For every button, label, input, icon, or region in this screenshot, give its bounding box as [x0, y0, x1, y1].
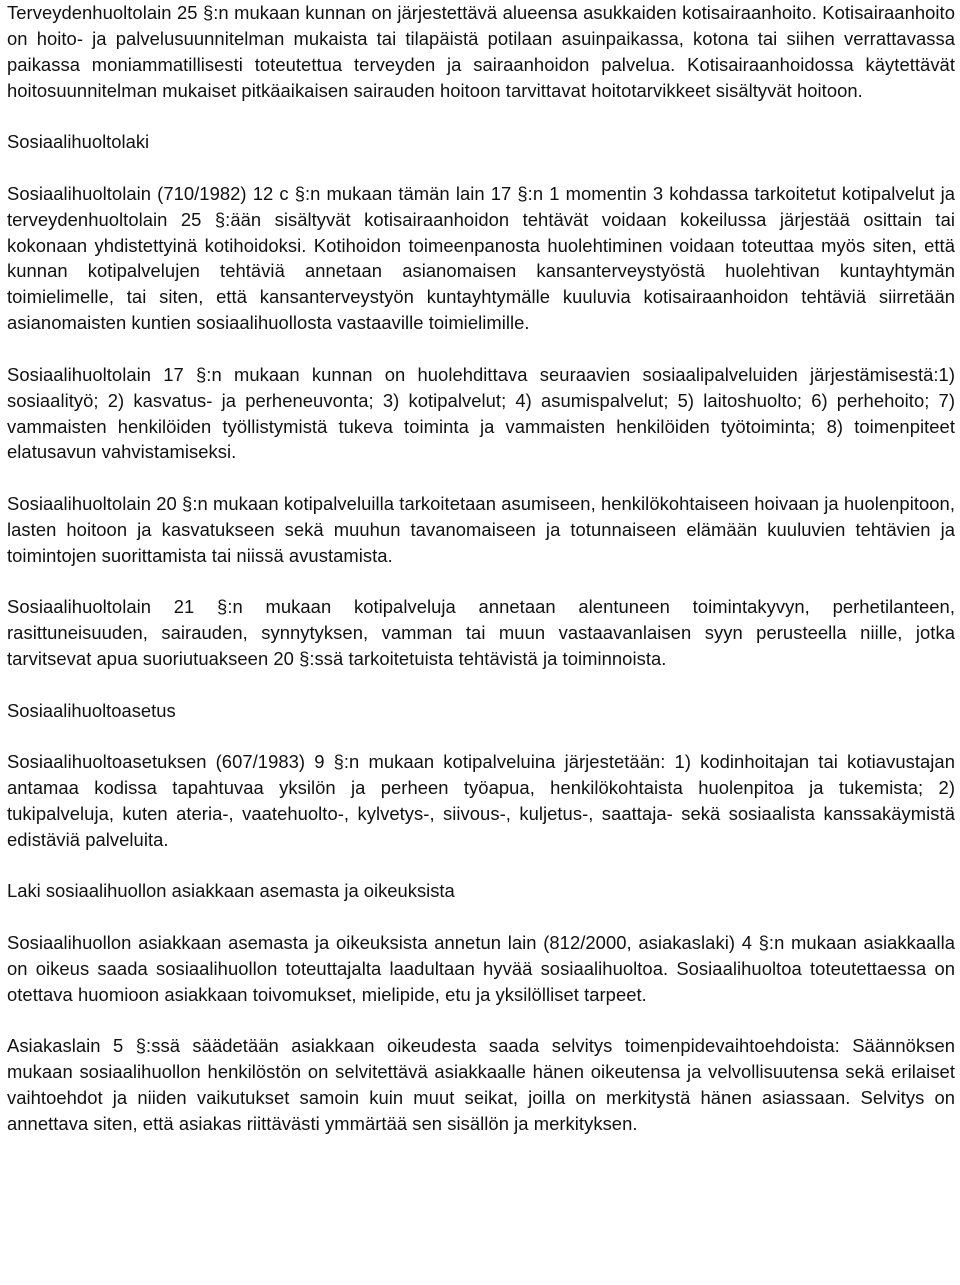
- paragraph-sosiaalihuoltolaki-12c: Sosiaalihuoltolain (710/1982) 12 c §:n mukaan tämän lain 17 §:n 1 momentin 3 kohdassa tarkoitetut kotipalvelut ja terveydenhuoltolain 25 §:ään sisältyvät kotisairaanhoidon tehtävät voidaan kokeilussa järjestää osittain tai kokonaan yhdistettyinä kotihoidoksi. Kotihoidon toimeenpanosta huolehtiminen voidaan toteuttaa myös siten, että kunnan kotipalvelujen tehtäviä annetaan asianomaisen kansanterveystyöstä huolehtivan kuntayhtymän toimielimelle, tai siten, että kansanterveystyön kuntayhtymälle kuuluvia kotisairaanhoidon tehtäviä siirretään asianomaisten kuntien sosiaalihuollosta vastaaville toimielimille.: [7, 182, 955, 334]
- heading-sosiaalihuoltolaki: Sosiaalihuoltolaki: [7, 131, 150, 153]
- paragraph-sosiaalihuoltolaki-21: Sosiaalihuoltolain 21 §:n mukaan kotipalveluja annetaan alentuneen toimintakyvyn, perhetilanteen, rasittuneisuuden, sairauden, synnytyksen, vamman tai muun vastaavanlaisen syyn perusteella niille, jotka tarvitsevat apua suoriutuakseen 20 §:ssä tarkoitetuista tehtävistä ja toiminnoista.: [7, 596, 955, 670]
- paragraph-asiakaslaki-4: Sosiaalihuollon asiakkaan asemasta ja oikeuksista annetun lain (812/2000, asiakaslaki) 4 §:n mukaan asiakkaalla on oikeus saada sosiaalihuollon toteuttajalta laadultaan hyvää sosiaalihuoltoa. Sosiaalihuoltoa toteutettaessa on otettava huomioon asiakkaan toivomukset, mielipide, etu ja yksilölliset tarpeet.: [7, 931, 955, 1005]
- heading-sosiaalihuoltoasetus: Sosiaalihuoltoasetus: [7, 699, 176, 721]
- paragraph-intro: Terveydenhuoltolain 25 §:n mukaan kunnan on järjestettävä alueensa asukkaiden kotisairaanhoito. Kotisairaanhoito on hoito- ja palvelusuunnitelman mukaista tai tilapäistä potilaan asuinpaikassa, kotona tai siihen verrattavassa paikassa moniammatillisesti toteutettua terveyden ja sairaanhoidon palvelua. Kotisairaanhoidossa käytettävät hoitosuunnitelman mukaiset pitkäaikaisen sairauden hoitoon tarvittavat hoitotarvikkeet sisältyvät hoitoon.: [7, 2, 955, 101]
- document-page: [7, 0, 955, 1137]
- paragraph-asiakaslaki-5: Asiakaslain 5 §:ssä säädetään asiakkaan oikeudesta saada selvitys toimenpidevaihtoehdoista: Säännöksen mukaan sosiaalihuollon henkilöstön on selvitettävä asiakkaalle hänen oikeutensa ja velvollisuutensa sekä erilaiset vaihtoehdot ja niiden vaikutukset samoin kuin muut seikat, joilla on merkitystä hänen asiassaan. Selvitys on annettava siten, että asiakas riittävästi ymmärtää sen sisällön ja merkityksen.: [7, 1035, 955, 1134]
- paragraph-sosiaalihuoltolaki-20: Sosiaalihuoltolain 20 §:n mukaan kotipalveluilla tarkoitetaan asumiseen, henkilökohtaiseen hoivaan ja huolenpitoon, lasten hoitoon ja kasvatukseen sekä muuhun tavanomaiseen ja totunnaiseen elämään kuuluvien tehtävien ja toimintojen suorittamista tai niissä avustamista.: [7, 492, 955, 566]
- paragraph-sosiaalihuoltolaki-17: Sosiaalihuoltolain 17 §:n mukaan kunnan on huolehdittava seuraavien sosiaalipalveluiden järjestämisestä:1) sosiaalityö; 2) kasvatus- ja perheneuvonta; 3) kotipalvelut; 4) asumispalvelut; 5) laitoshuolto; 6) perhehoito; 7) vammaisten henkilöiden työllistymistä tukeva toiminta ja vammaisten henkilöiden työtoiminta; 8) toimenpiteet elatusavun vahvistamiseksi.: [7, 363, 955, 463]
- heading-asiakaslaki: Laki sosiaalihuollon asiakkaan asemasta ja oikeuksista: [7, 880, 455, 902]
- paragraph-sosiaalihuoltoasetus-9: Sosiaalihuoltoasetuksen (607/1983) 9 §:n mukaan kotipalveluina järjestetään: 1) kodinhoitajan tai kotiavustajan antamaa kodissa tapahtuvaa yksilön ja perheen työapua, henkilökohtaista huolenpitoa ja tukemista; 2) tukipalveluja, kuten ateria-, vaatehuolto-, kylvetys-, siivous-, kuljetus-, saattaja- sekä sosiaalista kanssakäymistä edistäviä palveluita.: [7, 751, 955, 850]
